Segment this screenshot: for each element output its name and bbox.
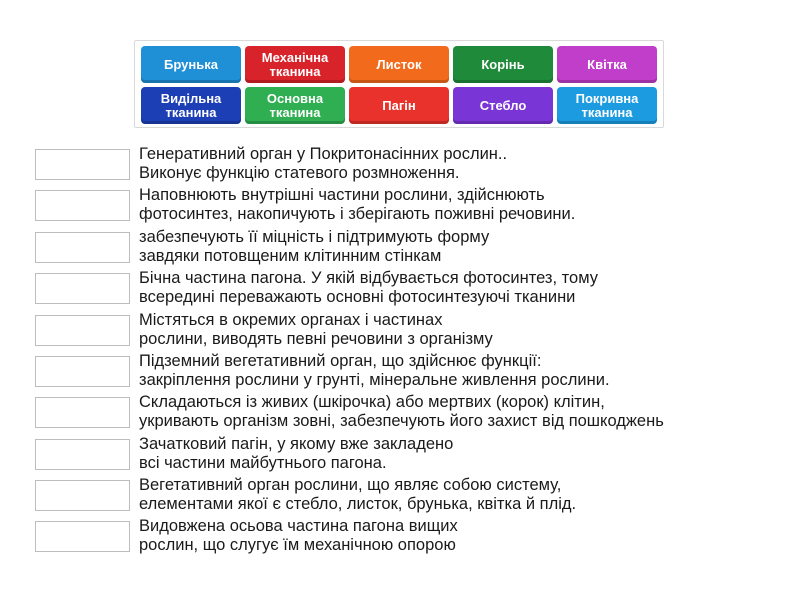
tile-lystok[interactable]: Листок <box>349 46 449 83</box>
drop-slot[interactable] <box>35 397 130 428</box>
drop-slot[interactable] <box>35 190 130 221</box>
match-row <box>0 269 800 310</box>
drop-slot[interactable] <box>35 439 130 470</box>
match-row <box>0 186 800 227</box>
description: Видовжена осьова частина пагона вищих рослин, що слугує їм механічною опорою <box>139 517 458 554</box>
tile-brunka[interactable]: Брунька <box>141 46 241 83</box>
match-row <box>0 228 800 269</box>
tile-osnovna-tkanyna[interactable]: Основна тканина <box>245 87 345 124</box>
match-row <box>0 311 800 352</box>
match-row <box>0 352 800 393</box>
match-row <box>0 476 800 517</box>
match-row <box>0 145 800 186</box>
description: Зачатковий пагін, у якому вже закладено всі частини майбутнього пагона. <box>139 435 454 472</box>
match-row <box>0 435 800 476</box>
tile-korin[interactable]: Корінь <box>453 46 553 83</box>
drop-slot[interactable] <box>35 273 130 304</box>
tile-vydilna-tkanyna[interactable]: Видільна тканина <box>141 87 241 124</box>
description: Наповнюють внутрішні частини рослини, здійснюють фотосинтез, накопичують і зберігають поживні речовини. <box>139 186 576 223</box>
drop-slot[interactable] <box>35 356 130 387</box>
description: Вегетативний орган рослини, що являє собою систему, елементами якої є стебло, листок, брунька, квітка й плід. <box>139 476 577 513</box>
tile-pokryvna-tkanyna[interactable]: Покривна тканина <box>557 87 657 124</box>
tile-pahin[interactable]: Пагін <box>349 87 449 124</box>
description: Генеративний орган у Покритонасінних рослин.. Виконує функцію статевого розмноження. <box>139 145 508 182</box>
word-bank <box>134 40 664 128</box>
match-row <box>0 517 800 558</box>
tile-mekhanichna-tkanyna[interactable]: Механічна тканина <box>245 46 345 83</box>
drop-slot[interactable] <box>35 149 130 180</box>
drop-slot[interactable] <box>35 480 130 511</box>
description: Бічна частина пагона. У якій відбувається фотосинтез, тому всередині переважають основні фотосинтезуючі тканини <box>139 269 598 306</box>
description: забезпечують її міцність і підтримують форму завдяки потовщеним клітинним стінкам <box>139 228 490 265</box>
match-row <box>0 393 800 434</box>
drop-slot[interactable] <box>35 315 130 346</box>
drop-slot[interactable] <box>35 232 130 263</box>
description: Містяться в окремих органах і частинах рослини, виводять певні речовини з організму <box>139 311 493 348</box>
drop-slot[interactable] <box>35 521 130 552</box>
description: Підземний вегетативний орган, що здійснює функції: закріплення рослини у грунті, мінеральне живлення рослини. <box>139 352 610 389</box>
tile-kvitka[interactable]: Квітка <box>557 46 657 83</box>
tile-steblo[interactable]: Стебло <box>453 87 553 124</box>
description: Складаються із живих (шкірочка) або мертвих (корок) клітин, укривають організм зовні, забезпечують його захист від пошкоджень <box>139 393 664 430</box>
